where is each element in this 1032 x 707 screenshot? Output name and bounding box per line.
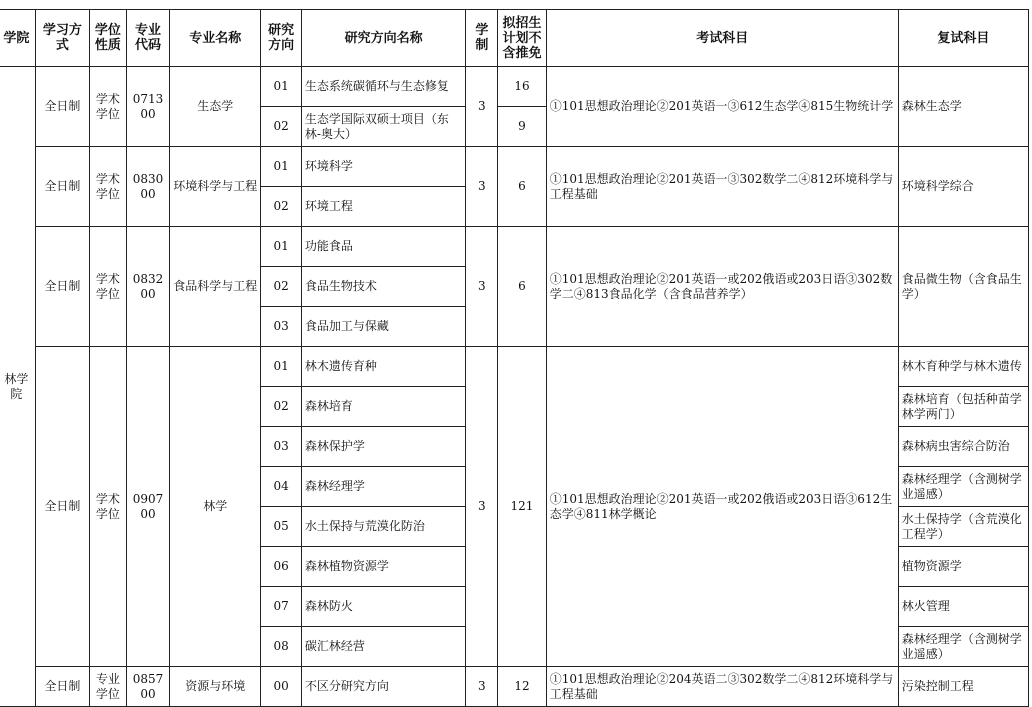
retest-cell: 植物资源学 [898, 547, 1028, 587]
degree-cell: 学术学位 [90, 67, 127, 147]
col-header-college: 学院 [0, 10, 35, 67]
quota-cell: 121 [498, 347, 546, 667]
dir-no-cell: 03 [261, 307, 302, 347]
dir-no-cell: 00 [261, 667, 302, 707]
dir-no-cell: 07 [261, 587, 302, 627]
dir-name-cell: 环境工程 [301, 187, 466, 227]
dir-name-cell: 林木遗传育种 [301, 347, 466, 387]
retest-cell: 林木育种学与林木遗传 [898, 347, 1028, 387]
retest-cell: 食品微生物（含食品生学） [898, 227, 1028, 347]
mode-cell: 全日制 [35, 667, 89, 707]
col-header-retest: 复试科目 [898, 10, 1028, 67]
quota-cell: 6 [498, 227, 546, 347]
years-cell: 3 [466, 667, 498, 707]
exam-cell: ①101思想政治理论②204英语二③302数学二④812环境科学与工程基础 [546, 667, 898, 707]
dir-no-cell: 06 [261, 547, 302, 587]
code-cell: 090700 [126, 347, 170, 667]
mode-cell: 全日制 [35, 67, 89, 147]
retest-cell: 森林培育（包括种苗学林学两门） [898, 387, 1028, 427]
admissions-table [0, 9, 1029, 707]
col-header-quota: 拟招生计划不含推免 [498, 10, 546, 67]
dir-no-cell: 01 [261, 147, 302, 187]
dir-name-cell: 森林经理学 [301, 467, 466, 507]
code-cell: 083200 [126, 227, 170, 347]
degree-cell: 专业学位 [90, 667, 127, 707]
dir-name-cell: 食品加工与保藏 [301, 307, 466, 347]
dir-name-cell: 生态学国际双硕士项目（东林-奥大） [301, 107, 466, 147]
quota-cell: 6 [498, 147, 546, 227]
mode-cell: 全日制 [35, 227, 89, 347]
retest-cell: 林火管理 [898, 587, 1028, 627]
header-row [0, 10, 1029, 67]
dir-name-cell: 不区分研究方向 [301, 667, 466, 707]
dir-no-cell: 04 [261, 467, 302, 507]
major-cell: 环境科学与工程 [170, 147, 261, 227]
dir-no-cell: 01 [261, 347, 302, 387]
dir-no-cell: 02 [261, 187, 302, 227]
col-header-exam: 考试科目 [546, 10, 898, 67]
dir-name-cell: 碳汇林经营 [301, 627, 466, 667]
mode-cell: 全日制 [35, 147, 89, 227]
exam-cell: ①101思想政治理论②201英语一③302数学二④812环境科学与工程基础 [546, 147, 898, 227]
major-cell: 生态学 [170, 67, 261, 147]
dir-no-cell: 02 [261, 267, 302, 307]
retest-cell: 森林病虫害综合防治 [898, 427, 1028, 467]
major-cell: 资源与环境 [170, 667, 261, 707]
degree-cell: 学术学位 [90, 147, 127, 227]
dir-no-cell: 05 [261, 507, 302, 547]
table-row [0, 227, 1029, 267]
mode-cell: 全日制 [35, 347, 89, 667]
exam-cell: ①101思想政治理论②201英语一或202俄语或203日语③612生态学④811林学概论 [546, 347, 898, 667]
table-row [0, 147, 1029, 187]
major-cell: 食品科学与工程 [170, 227, 261, 347]
col-header-dir-name: 研究方向名称 [301, 10, 466, 67]
dir-name-cell: 森林培育 [301, 387, 466, 427]
dir-no-cell: 03 [261, 427, 302, 467]
dir-name-cell: 食品生物技术 [301, 267, 466, 307]
dir-no-cell: 08 [261, 627, 302, 667]
retest-cell: 水土保持学（含荒漠化工程学） [898, 507, 1028, 547]
degree-cell: 学术学位 [90, 227, 127, 347]
exam-cell: ①101思想政治理论②201英语一或202俄语或203日语③302数学二④813食品化学（含食品营养学） [546, 227, 898, 347]
dir-no-cell: 01 [261, 227, 302, 267]
retest-cell: 环境科学综合 [898, 147, 1028, 227]
quota-cell: 9 [498, 107, 546, 147]
dir-name-cell: 森林保护学 [301, 427, 466, 467]
col-header-major: 专业名称 [170, 10, 261, 67]
code-cell: 085700 [126, 667, 170, 707]
col-header-code: 专业代码 [126, 10, 170, 67]
dir-name-cell: 环境科学 [301, 147, 466, 187]
years-cell: 3 [466, 147, 498, 227]
col-header-dir-no: 研究方向 [261, 10, 302, 67]
retest-cell: 污染控制工程 [898, 667, 1028, 707]
quota-cell: 12 [498, 667, 546, 707]
years-cell: 3 [466, 347, 498, 667]
dir-no-cell: 02 [261, 107, 302, 147]
col-header-mode: 学习方式 [35, 10, 89, 67]
dir-name-cell: 森林植物资源学 [301, 547, 466, 587]
retest-cell: 森林经理学（含测树学业遥感） [898, 627, 1028, 667]
retest-cell: 森林生态学 [898, 67, 1028, 147]
degree-cell: 学术学位 [90, 347, 127, 667]
col-header-degree: 学位性质 [90, 10, 127, 67]
college-cell: 林学院 [0, 67, 35, 707]
table-row [0, 667, 1029, 707]
years-cell: 3 [466, 227, 498, 347]
dir-name-cell: 生态系统碳循环与生态修复 [301, 67, 466, 107]
table-row [0, 347, 1029, 387]
dir-no-cell: 02 [261, 387, 302, 427]
dir-name-cell: 水土保持与荒漠化防治 [301, 507, 466, 547]
retest-cell: 森林经理学（含测树学业遥感） [898, 467, 1028, 507]
dir-no-cell: 01 [261, 67, 302, 107]
dir-name-cell: 森林防火 [301, 587, 466, 627]
col-header-years: 学制 [466, 10, 498, 67]
dir-name-cell: 功能食品 [301, 227, 466, 267]
major-cell: 林学 [170, 347, 261, 667]
quota-cell: 16 [498, 67, 546, 107]
exam-cell: ①101思想政治理论②201英语一③612生态学④815生物统计学 [546, 67, 898, 147]
code-cell: 071300 [126, 67, 170, 147]
table-row [0, 67, 1029, 107]
code-cell: 083000 [126, 147, 170, 227]
years-cell: 3 [466, 67, 498, 147]
